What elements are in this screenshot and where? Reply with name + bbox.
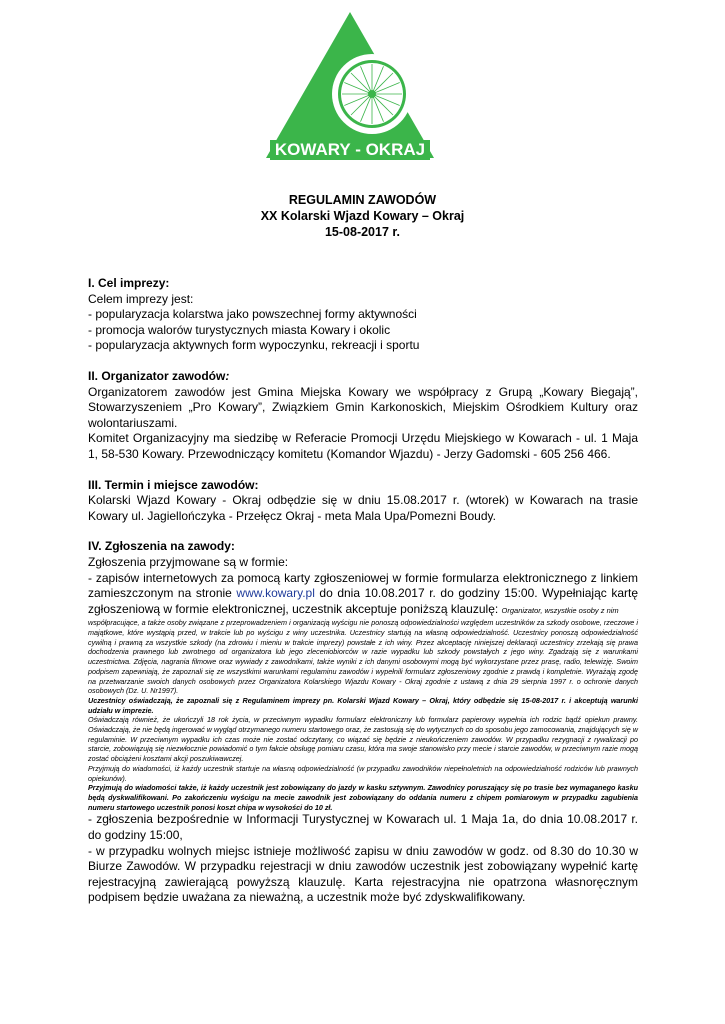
paragraph: Kolarski Wjazd Kowary - Okraj odbędzie się w dniu 15.08.2017 r. (wtorek) w Kowarach na trasie Kowary ul. Jagiellończyka - Przełęcz Okraj - meta Mala Upa/Pomezni Boudy.: [88, 493, 638, 523]
event-date: 15-08-2017 r.: [324, 225, 401, 239]
logo-text: KOWARY - OKRAJ: [274, 140, 426, 159]
paragraph: Celem imprezy jest:: [88, 291, 194, 306]
section-organizator: [88, 369, 638, 463]
section-zgloszenia: [88, 539, 638, 906]
paragraph: Zgłoszenia przyjmowane są w formie:: [88, 554, 289, 569]
kowary-okraj-logo: [262, 8, 438, 160]
paragraph: - zapisów internetowych za pomocą karty zgłoszeniowej w formie formularza elektronicznego z linkiem zamieszczonym na stronie www.kowary.pl do dnia 10.08.2017 r. do godziny 15:00. Wypełniając kartę zgłoszeniową w formie elektronicznej, uczestnik akceptuje poniższą klauzulę: Organizator, wszystkie osoby z nim: [88, 570, 638, 616]
paragraph: - w przypadku wolnych miejsc istnieje możliwość zapisu w dniu zawodów w godz. od 8.30 do 10.30 w Biurze Zawodów. W przypadku rejestracji w dniu zawodów uczestnik jest zobowiązany wypełnić kartę rejestracyjną zawierającą powyższą klauzulę. Karta rejestracyjna nie opatrzona własnoręcznym podpisem będzie uważana za nieważną, a uczestnik może być zdyskwalifikowany.: [88, 843, 638, 905]
paragraph: Komitet Organizacyjny ma siedzibę w Referacie Promocji Urzędu Miejskiego w Kowarach - ul. 1 Maja 1, 58-530 Kowary. Przewodniczący komitetu (Komandor Wjazdu) - Jerzy Gadomski - 605 256 466.: [88, 431, 638, 461]
section-termin: [88, 478, 638, 525]
clause-text: współpracujące, a także osoby związane z przeprowadzeniem i organizacją wyścigu nie ponoszą odpowiedzialności względem uczestników za szkody osobowe, rzeczowe i majątkowe, które wystąpią przed, w trakcie lub po wyścigu z winy uczestnika. Uczestnicy startują na własną odpowiedzialność. Uczestnicy ponoszą odpowiedzialność cywilną i prawną za wszystkie szkody (na zdrowiu i mieniu w trakcie imprezy) powstałe z ich winy. Przez akceptację niniejszej deklaracji uczestnicy zrzekają się prawa dochodzenia prawnego lub zwrotnego od organizatora lub jego zleceniobiorców w razie wypadku lub szkody powstałych z jego winy. Zgadzają się z warunkami uczestnictwa. Zdjęcia, nagrania filmowe oraz wywiady z zawodnikami, także wyniki z ich danymi osobowymi mogą być wykorzystane przez prasę, radio, telewizję. Swoim podpisem zapewniają, że zapoznali się ze wszystkimi warunkami regulaminu zawodów i wypełnili formularz zgłoszeniowy zgodnie z prawdą i kompletnie. Wyrażają zgodę na przetwarzanie swoich danych osobowych przez Organizatora Kolarskiego Wjazdu Kowary - Okraj zgodnie z ustawą z dnia 29 sierpnia 1997 r. o ochronie danych osobowych (Dz. U. Nr1997).: [88, 618, 638, 696]
event-name: XX Kolarski Wjazd Kowary – Okraj: [260, 209, 465, 223]
kowary-link[interactable]: www.kowary.pl: [236, 586, 315, 601]
clause-text: Przyjmują do wiadomości, iż każdy uczestnik startuje na własną odpowiedzialność (w przypadku zawodników niepełnoletnich na odpowiedzialność rodziców lub prawnych opiekunów).: [88, 763, 638, 783]
list-item: - promocja walorów turystycznych miasta Kowary i okolic: [88, 322, 391, 337]
section-heading: IV. Zgłoszenia na zawody:: [88, 539, 235, 554]
paragraph: Organizatorem zawodów jest Gmina Miejska Kowary we współpracy z Grupą „Kowary Biegają”, Stowarzyszeniem „Pro Kowary”, Związkiem Gmin Karkonoskich, Miejskim Ośrodkiem Kultury oraz wolontariuszami.: [88, 384, 638, 430]
clause-text: Uczestnicy oświadczają, że zapoznali się z Regulaminem imprezy pn. Kolarski Wjazd Kowary – Okraj, który odbędzie się 15-08-2017 r. i akceptują warunki udziału w imprezie.: [88, 695, 638, 715]
list-item: - popularyzacja kolarstwa jako powszechnej formy aktywności: [88, 307, 417, 322]
document-title-block: [0, 192, 725, 240]
section-cel-imprezy: [88, 276, 638, 354]
list-item: - popularyzacja aktywnych form wypoczynku, rekreacji i sportu: [88, 338, 420, 353]
section-heading: I. Cel imprezy:: [88, 276, 170, 290]
document-body: [88, 276, 638, 906]
section-heading: II. Organizator zawodów:: [88, 368, 230, 383]
clause-text: Przyjmują do wiadomości także, iż każdy uczestnik jest zobowiązany do jazdy w kasku sztywnym. Zawodnicy poruszający się po trasie bez wymaganego kasku będą dyskwalifikowani. Po zakończeniu wyścigu na mecie zawodnik jest zobowiązany do oddania numeru z chipem pomiarowym w przypadku zagubienia numeru startowego uczestnik ponosi koszt chipa w wysokości do 10 zł.: [88, 783, 638, 812]
paragraph: - zgłoszenia bezpośrednie w Informacji Turystycznej w Kowarach ul. 1 Maja 1a, do dnia 10.08.2017 r. do godziny 15:00,: [88, 812, 638, 842]
clause-text: Oświadczają również, że ukończyli 18 rok życia, w przeciwnym wypadku formularz elektroniczny lub formularz papierowy wypełnia ich rodzic bądź opiekun prawny. Oświadczają, że nie będą ingerować w wygląd otrzymanego numeru startowego oraz, że zastosują się do wytycznych co do sposobu jego zamocowania, znajdujących się w regulaminie. W przeciwnym wypadku ich czas może nie zostać odczytany, co wiązać się będzie z nieukończeniem zawodów. W przypadku rezygnacji z rywalizacji po starcie, zobowiązują się niezwłocznie powiadomić o tym fakcie obsługę pomiaru czasu, która ma swoje stanowisko przy mecie i starcie zawodów, w przeciwnym razie mogą zostać obciążeni kosztami akcji poszukiwawczej.: [88, 715, 638, 764]
document-title: REGULAMIN ZAWODÓW: [288, 193, 437, 207]
section-heading: III. Termin i miejsce zawodów:: [88, 477, 259, 492]
